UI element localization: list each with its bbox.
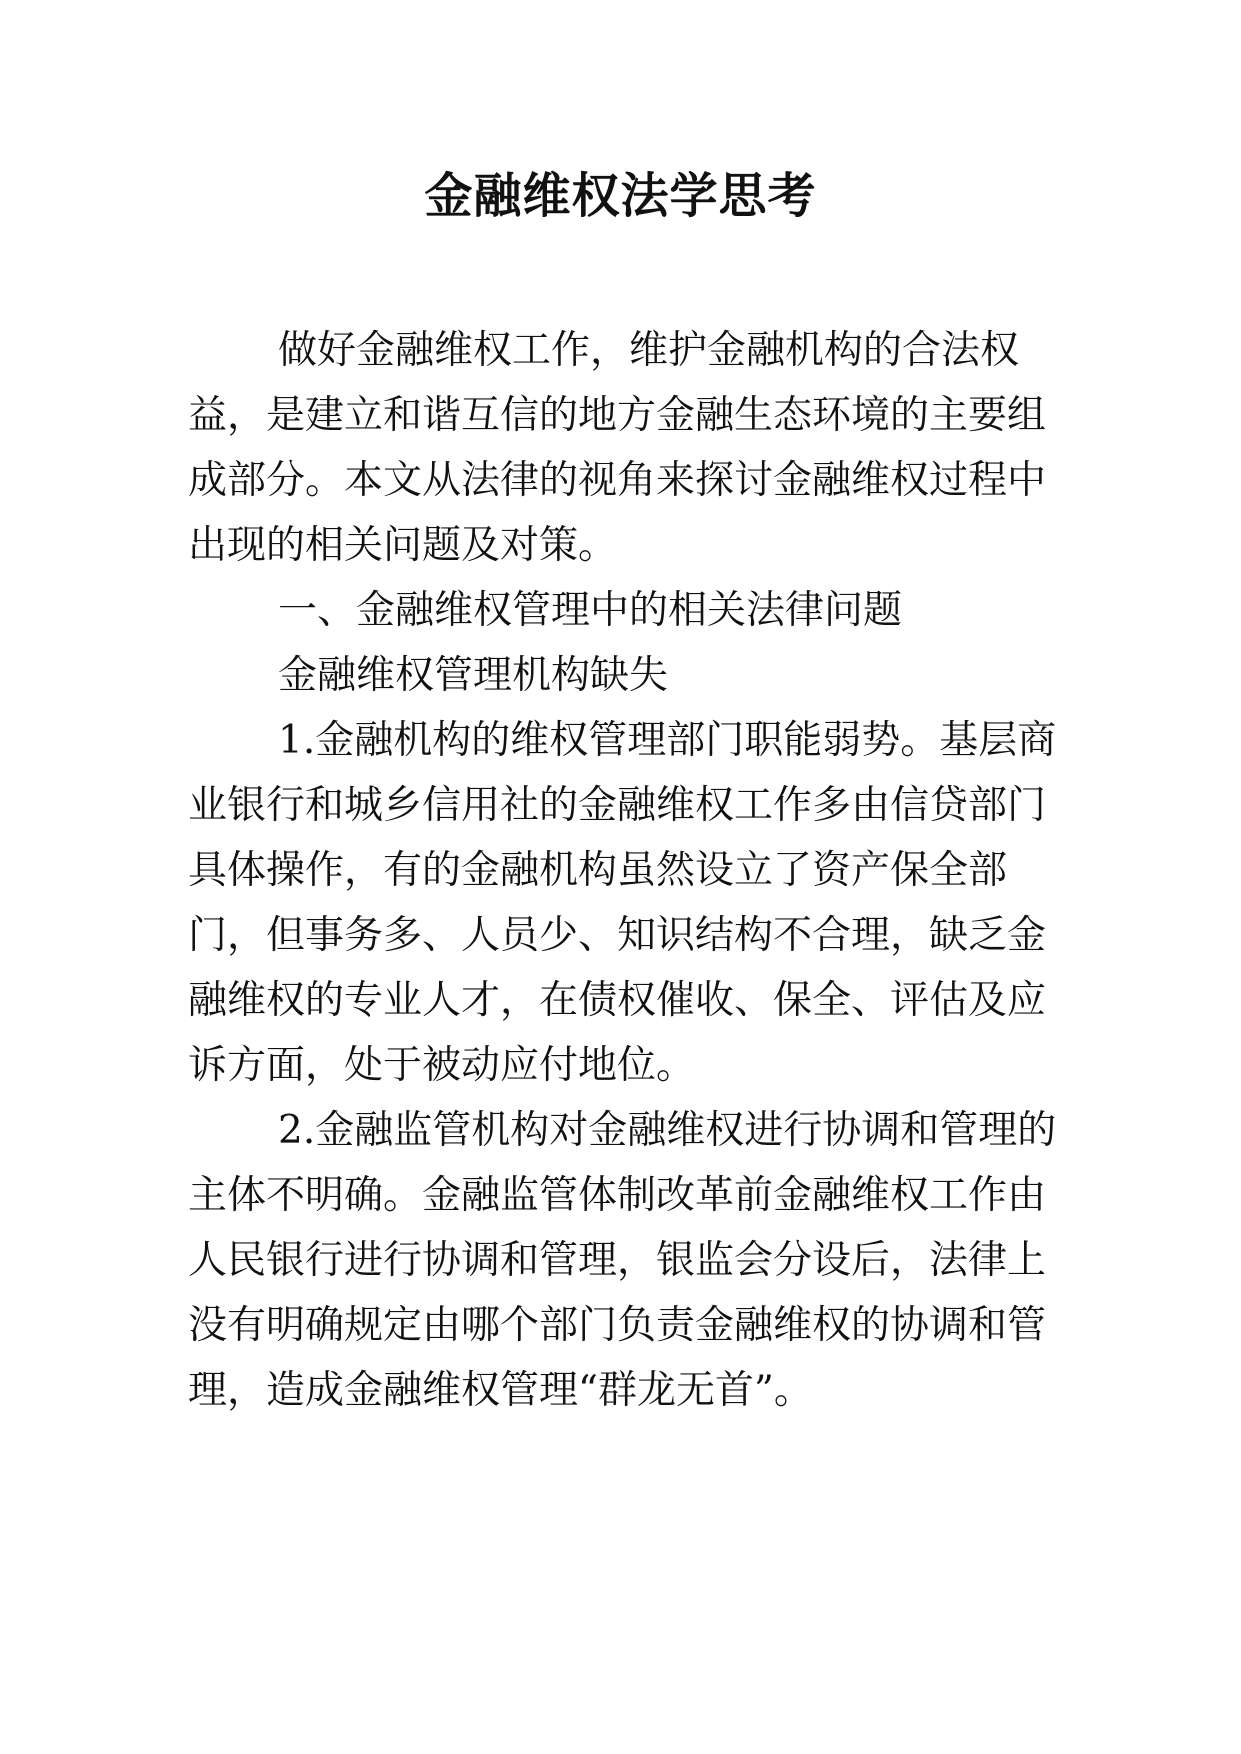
paragraph-point-2: 2.金融监管机构对金融维权进行协调和管理的主体不明确。金融监管体制改革前金融维权工作由人民银行进行协调和管理，银监会分设后，法律上没有明确规定由哪个部门负责金融维权的协调和管理，造成金融维权管理“群龙无首”。 [188, 1108, 1057, 1413]
document-title: 金融维权法学思考 [424, 168, 817, 224]
section-heading: 一、金融维权管理中的相关法律问题 [278, 588, 903, 633]
subsection-heading: 金融维权管理机构缺失 [278, 653, 669, 698]
paragraph-intro: 做好金融维权工作，维护金融机构的合法权益，是建立和谐互信的地方金融生态环境的主要组成部分。本文从法律的视角来探讨金融维权过程中出现的相关问题及对策。 [188, 328, 1047, 568]
paragraph-point-1: 1.金融机构的维权管理部门职能弱势。基层商业银行和城乡信用社的金融维权工作多由信贷部门具体操作，有的金融机构虽然设立了资产保全部门，但事务多、人员少、知识结构不合理，缺乏金融维权的专业人才，在债权催收、保全、评估及应诉方面，处于被动应付地位。 [188, 718, 1057, 1088]
document-body [188, 318, 1068, 1423]
